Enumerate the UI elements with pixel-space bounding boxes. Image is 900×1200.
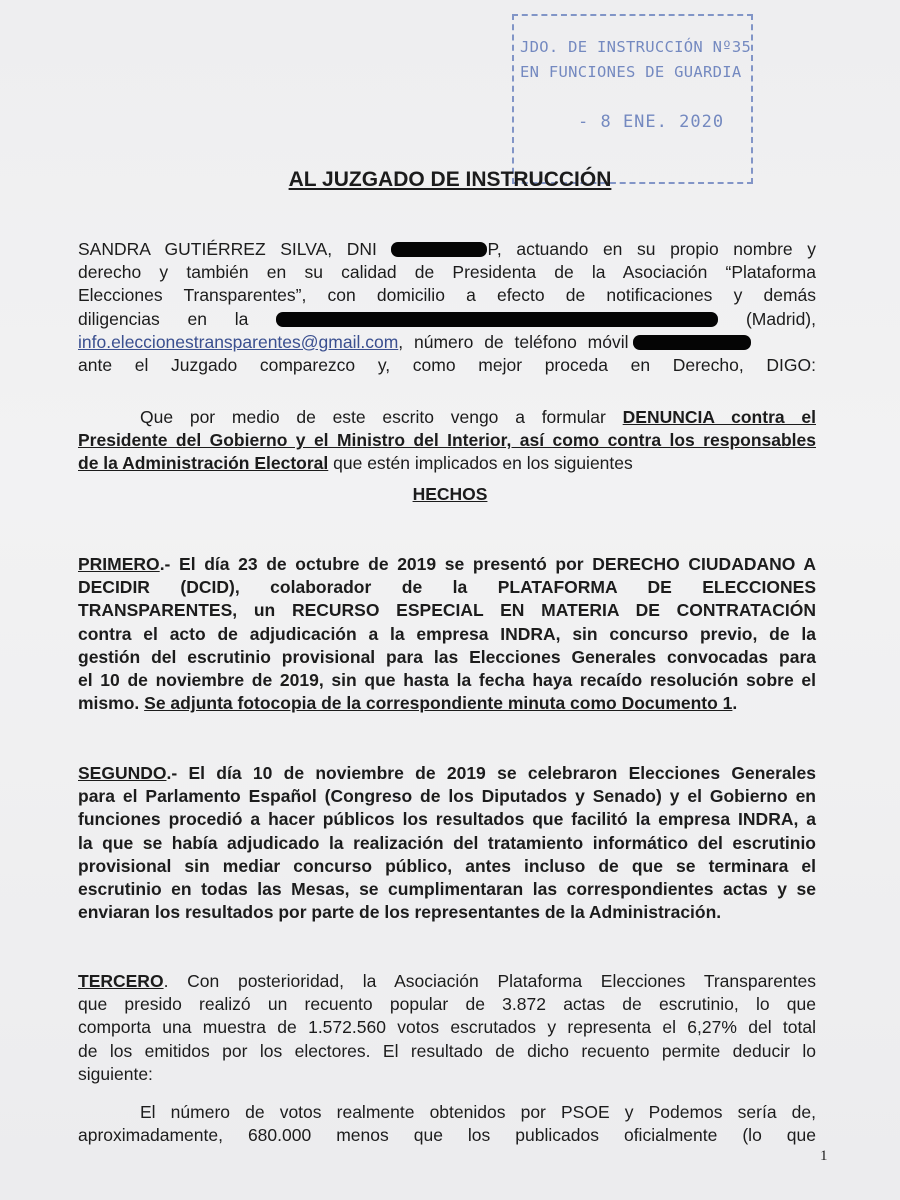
segundo-line-5: provisional sin mediar concurso público, antes incluso de que se terminara el xyxy=(78,855,816,876)
court-stamp xyxy=(512,14,753,184)
primero-line-4: contra el acto de adjudicación a la empresa INDRA, sin concurso previo, de la xyxy=(78,623,816,644)
primero-line-1 xyxy=(78,553,816,576)
intro-l1-rest: P, actuando en su propio nombre y xyxy=(487,239,816,259)
intro-line-3: Elecciones Transparentes”, con domicilio a efecto de notificaciones y demás xyxy=(78,285,816,306)
intro-line-4 xyxy=(78,308,816,331)
page-number: 1 xyxy=(820,1148,828,1164)
votos-paragraph xyxy=(78,1101,816,1147)
segundo-line-1 xyxy=(78,762,816,785)
intro-l5-post: , número de teléfono móvil xyxy=(398,331,629,352)
intro-line-1 xyxy=(78,238,816,261)
intro-line-5 xyxy=(78,331,816,354)
denuncia-paragraph xyxy=(78,406,816,476)
intro-l4-post: (Madrid), xyxy=(745,308,816,329)
tercero-line-4: de los emitidos por los electores. El resultado de dicho recuento permite deducir lo xyxy=(78,1040,816,1061)
primero-l7-underlined: Se adjunta fotocopia de la correspondiente minuta como Documento 1 xyxy=(144,693,733,714)
segundo-line-6: escrutinio en todas las Mesas, se cumplimentaran las correspondientes actas y se xyxy=(78,879,816,900)
segundo-line-2: para el Parlamento Español (Congreso de los Diputados y Senado) y el Gobierno en xyxy=(78,786,816,807)
primero-line-3: TRANSPARENTES, un RECURSO ESPECIAL EN MATERIA DE CONTRATACIÓN xyxy=(78,600,816,621)
intro-line-2: derecho y también en su calidad de Presidenta de la Asociación “Plataforma xyxy=(78,262,816,283)
tercero-line-5: siguiente: xyxy=(78,1063,153,1084)
votos-line-1 xyxy=(78,1101,816,1124)
intro-line-6: ante el Juzgado comparezco y, como mejor proceda en Derecho, DIGO: xyxy=(78,355,816,376)
primero-l7-pre: mismo. xyxy=(78,693,145,714)
primero-line-6: el 10 de noviembre de 2019, sin que hasta la fecha haya recaído resolución sobre el xyxy=(78,670,816,691)
primero-line-7 xyxy=(78,692,816,715)
primero-label: PRIMERO xyxy=(78,554,160,574)
segundo-label: SEGUNDO xyxy=(78,763,167,783)
denuncia-l3-post: que estén implicados en los siguientes xyxy=(328,453,633,474)
intro-l4-pre: diligencias en la xyxy=(78,308,249,329)
denuncia-line-3 xyxy=(78,452,816,475)
tercero-l1: . Con posterioridad, la Asociación Plataforma Elecciones Transparentes xyxy=(163,971,816,991)
redaction-address xyxy=(276,312,718,327)
primero-l7-post: . xyxy=(732,693,738,714)
denuncia-l1-underlined: DENUNCIA contra el xyxy=(622,407,816,427)
denuncia-l3-underlined: de la Administración Electoral xyxy=(78,453,329,474)
segundo-l1: .- El día 10 de noviembre de 2019 se celebraron Elecciones Generales xyxy=(166,763,816,783)
stamp-line-2: EN FUNCIONES DE GUARDIA xyxy=(520,63,742,81)
tercero-line-3: comporta una muestra de 1.572.560 votos escrutados y representa el 6,27% del total xyxy=(78,1017,816,1038)
denuncia-l1-pre: Que por medio de este escrito vengo a formular xyxy=(140,407,606,427)
primero-l1: .- El día 23 de octubre de 2019 se presentó por DERECHO CIUDADANO A xyxy=(159,554,816,574)
primero-line-5: gestión del escrutinio provisional para las Elecciones Generales convocadas para xyxy=(78,646,816,667)
tercero-line-1 xyxy=(78,970,816,993)
tercero-paragraph xyxy=(78,970,816,1086)
document-title: AL JUZGADO DE INSTRUCCIÓN xyxy=(288,168,612,191)
hechos-heading: HECHOS xyxy=(412,484,488,504)
votos-line-2: aproximadamente, 680.000 menos que los publicados oficialmente (lo que xyxy=(78,1125,816,1146)
primero-paragraph xyxy=(78,553,816,715)
denuncia-line-2: Presidente del Gobierno y el Ministro del Interior, así como contra los responsables xyxy=(78,430,816,451)
email-link[interactable]: info.eleccionestransparentes@gmail.com xyxy=(78,331,399,352)
redaction-dni xyxy=(391,242,487,257)
tercero-line-2: que presido realizó un recuento popular de 3.872 actas de escrutinio, lo que xyxy=(78,994,816,1015)
denuncia-line-1 xyxy=(78,406,816,429)
votos-l1: El número de votos realmente obtenidos por PSOE y Podemos sería de, xyxy=(140,1102,816,1122)
primero-line-2: DECIDIR (DCID), colaborador de la PLATAFORMA DE ELECCIONES xyxy=(78,577,816,598)
stamp-line-1: JDO. DE INSTRUCCIÓN Nº35 xyxy=(520,38,752,56)
tercero-label: TERCERO xyxy=(78,971,164,991)
segundo-paragraph xyxy=(78,762,816,924)
intro-name: SANDRA GUTIÉRREZ SILVA, DNI xyxy=(78,239,377,259)
segundo-line-3: funciones procedió a hacer públicos los resultados que facilitó la empresa INDRA, a xyxy=(78,809,816,830)
stamp-date: - 8 ENE. 2020 xyxy=(578,112,725,132)
segundo-line-7: enviaran los resultados por parte de los representantes de la Administración. xyxy=(78,902,722,923)
intro-paragraph xyxy=(78,238,816,377)
segundo-line-4: la que se había adjudicado la realización del tratamiento informático del escrutinio xyxy=(78,832,816,853)
redaction-phone xyxy=(633,335,751,350)
